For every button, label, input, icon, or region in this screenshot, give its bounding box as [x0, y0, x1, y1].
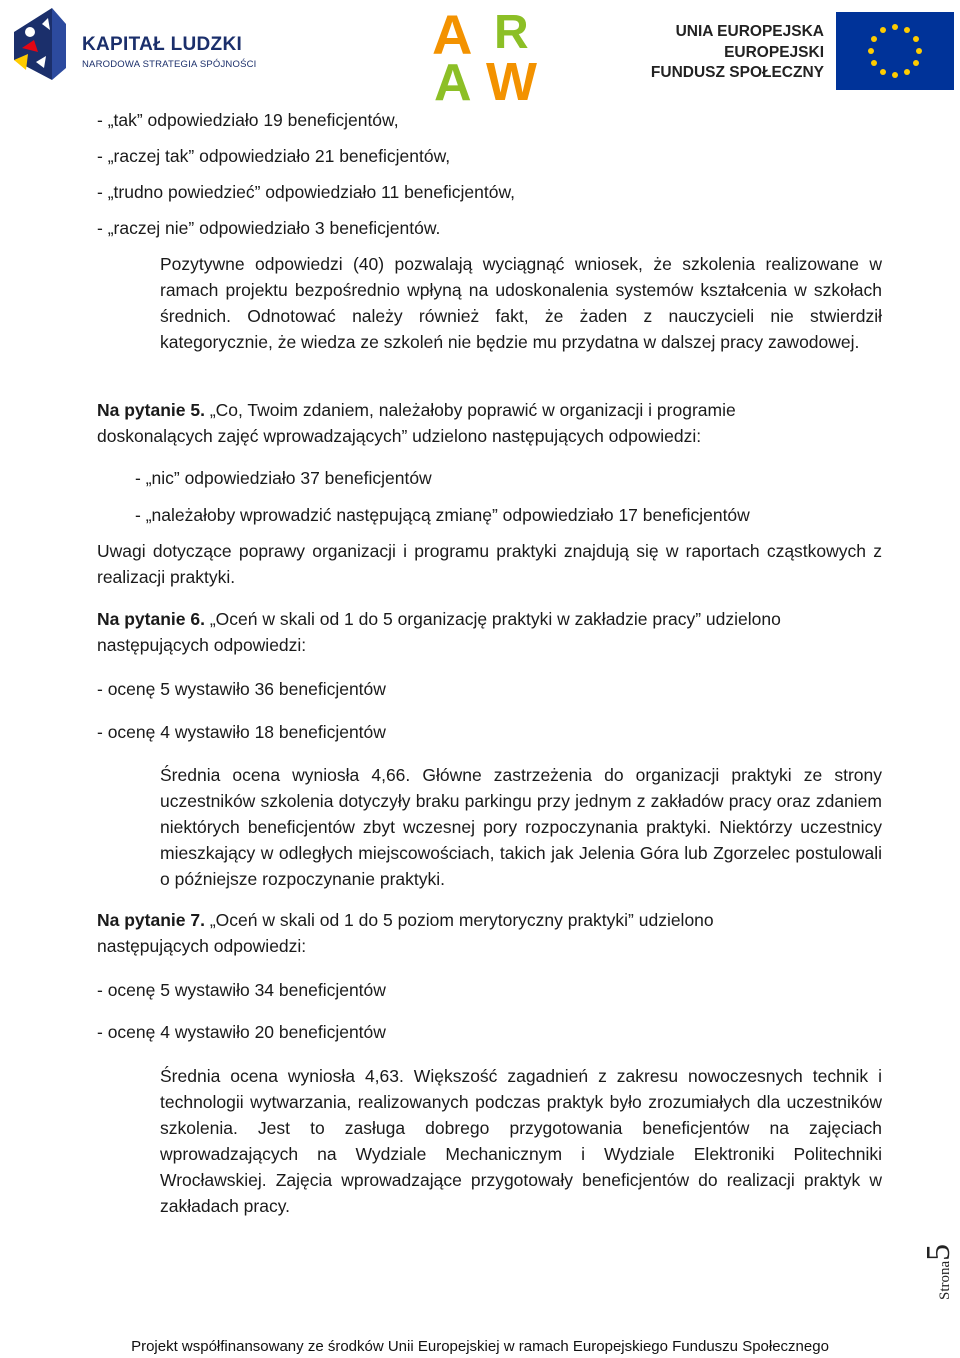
answer-line-1: - „tak” odpowiedziało 19 beneficjentów,: [97, 110, 399, 130]
q7-answer-2: - ocenę 4 wystawiło 20 beneficjentów: [97, 1022, 386, 1042]
q6-summary: Średnia ocena wyniosła 4,66. Główne zastrzeżenia do organizacji praktyki ze strony uczestników szkolenia dotyczyły braku parkingu przy jednym z zakładów pracy oraz zdaniem niektórych beneficjentów zbyt wczesnej pory rozpoczynania praktyki. Niektórzy uczestnicy mieszkający w odległych miejscowościach, takich jak Jelenia Góra lub Zgorzelec postulowali o późniejsze rozpoczynanie praktyki.: [160, 765, 882, 889]
question-7-label: Na pytanie 7.: [97, 910, 205, 930]
arw-letter-a-bottom: A: [434, 54, 472, 102]
q5-answer-2: - „należałoby wprowadzić następującą zmianę” odpowiedziało 17 beneficjentów: [135, 505, 750, 525]
question-5-label: Na pytanie 5.: [97, 400, 205, 420]
question-6: [97, 606, 867, 658]
question-7-text: „Oceń w skali od 1 do 5 poziom merytoryczny praktyki” udzielono następujących odpowiedzi:: [97, 910, 714, 956]
eu-line-3: FUNDUSZ SPOŁECZNY: [650, 64, 824, 81]
kapital-ludzki-title: KAPITAŁ LUDZKI: [82, 34, 243, 55]
eu-line-1: UNIA EUROPEJSKA: [675, 23, 824, 40]
answer-line-3: - „trudno powiedzieć” odpowiedziało 11 beneficjentów,: [97, 182, 515, 202]
question-6-text: „Oceń w skali od 1 do 5 organizację praktyki w zakładzie pracy” udzielono następujących odpowiedzi:: [97, 609, 781, 655]
page-label: Strona: [937, 1260, 953, 1300]
eu-logo: [650, 12, 954, 92]
q5-note: Uwagi dotyczące poprawy organizacji i programu praktyki znajdują się w raportach cząstkowych z realizacji praktyki.: [97, 541, 882, 587]
q6-answer-2: - ocenę 4 wystawiło 18 beneficjentów: [97, 722, 386, 742]
page-number-marker: [920, 1210, 960, 1300]
q7-summary: Średnia ocena wyniosła 4,63. Większość zagadnień z zakresu nowoczesnych technik i technologii wytwarzania, realizowanych podczas praktyk było zrozumiałych dla uczestników szkolenia. Jest to zasługa dobrego przygotowania beneficjentów na zajęciach wprowadzających na Wydziale Mechanicznym i Wydziale Elektroniki Politechniki Wrocławskiej. Zajęcia wprowadzające przygotowały beneficjentów do realizacji praktyk w zakładach pracy.: [160, 1066, 882, 1216]
arw-letter-w: W: [486, 52, 537, 102]
kapital-ludzki-logo: [8, 4, 258, 86]
page-number: 5: [920, 1243, 957, 1261]
answer-line-4: - „raczej nie” odpowiedziało 3 beneficjentów.: [97, 218, 441, 238]
footer-funding-note: Projekt współfinansowany ze środków Unii Europejskiej w ramach Europejskiego Funduszu Społecznego: [131, 1338, 829, 1355]
q5-answer-1: - „nic” odpowiedziało 37 beneficjentów: [135, 468, 432, 488]
q6-answer-1: - ocenę 5 wystawiło 36 beneficjentów: [97, 679, 386, 699]
kapital-ludzki-subtitle: NARODOWA STRATEGIA SPÓJNOŚCI: [82, 59, 257, 70]
arw-letter-a-top: A: [432, 4, 473, 66]
paragraph-conclusion: Pozytywne odpowiedzi (40) pozwalają wyciągnąć wniosek, że szkolenia realizowane w ramach projektu bezpośrednio wpłyną na udoskonalenia systemów kształcenia w szkołach średnich. Odnotować należy również fakt, że żaden z nauczycieli nie stwierdził kategorycznie, że wiedza ze szkoleń nie będzie mu przydatna w dalszej pracy zawodowej.: [160, 254, 882, 352]
eu-line-2: EUROPEJSKI: [724, 44, 824, 61]
arw-letter-r: R: [494, 6, 529, 59]
arw-logo: [430, 4, 550, 102]
question-5: [97, 397, 787, 449]
answer-line-2: - „raczej tak” odpowiedziało 21 beneficjentów,: [97, 146, 451, 166]
question-5-text: „Co, Twoim zdaniem, należałoby poprawić w organizacji i programie doskonalących zajęć wprowadzających” udzielono następujących odpowiedzi:: [97, 400, 736, 446]
kapital-ludzki-emblem-icon: [8, 4, 72, 84]
eu-flag-icon: [836, 12, 954, 90]
question-7: [97, 907, 817, 959]
question-6-label: Na pytanie 6.: [97, 609, 205, 629]
q7-answer-1: - ocenę 5 wystawiło 34 beneficjentów: [97, 980, 386, 1000]
